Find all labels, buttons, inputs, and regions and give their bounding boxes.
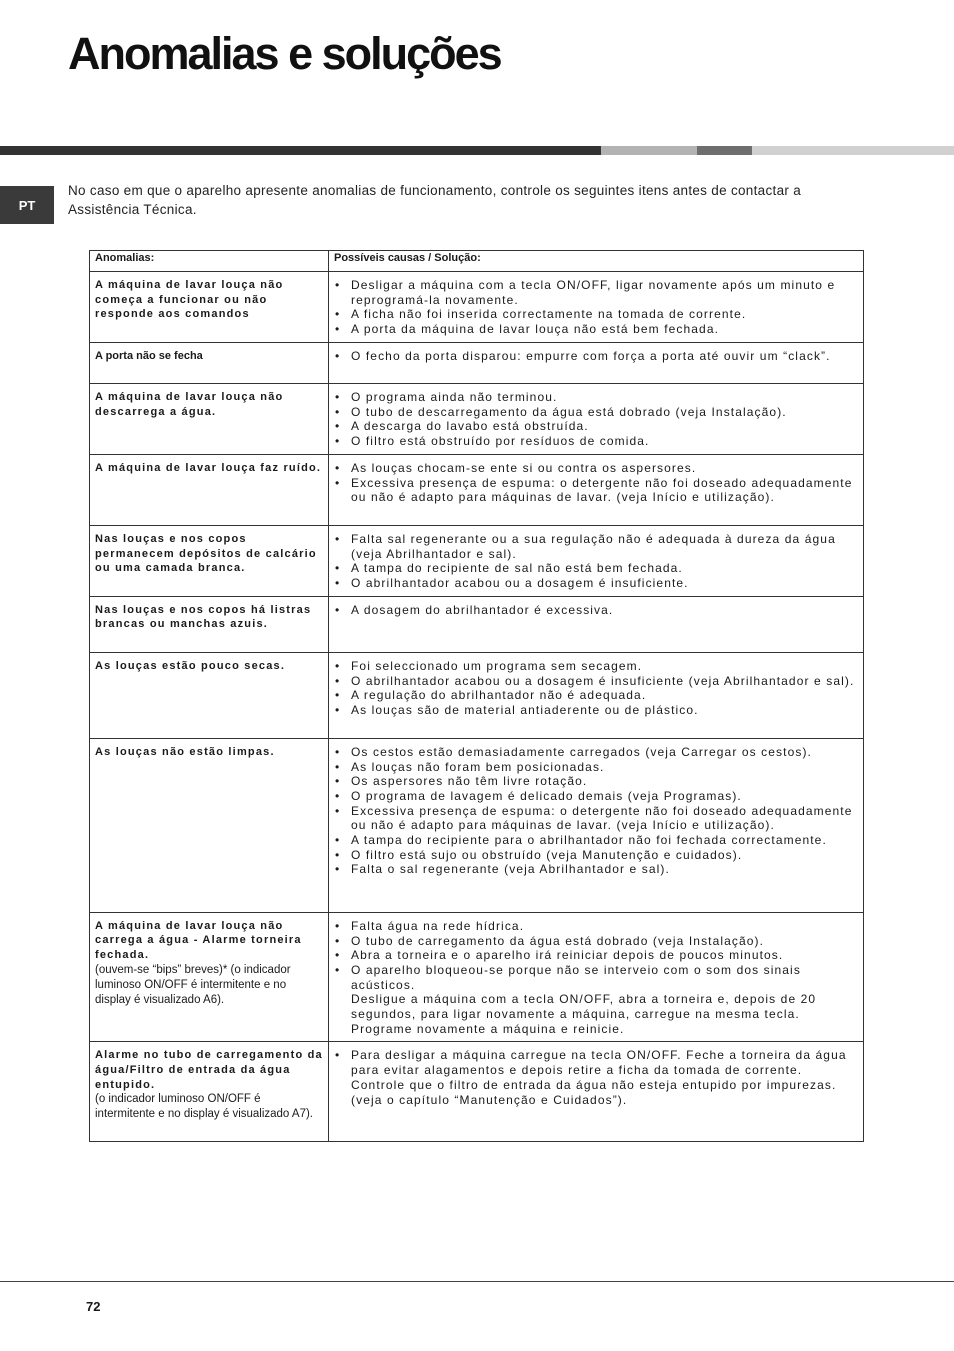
table-row: [90, 652, 864, 738]
table-header-row: [90, 251, 864, 272]
solution-item: • A ficha não foi inserida correctamente na tomada de corrente.: [334, 307, 858, 322]
solution-item: • Abra a torneira e o aparelho irá reiniciar depois de poucos minutos.: [334, 948, 858, 963]
solution-item: • A tampa do recipiente para o abrilhantador não foi fechada correctamente.: [334, 833, 858, 848]
language-tab: PT: [0, 186, 54, 224]
solution-list: [334, 390, 858, 449]
anomaly-text: Nas louças e nos copos permanecem depósitos de calcário ou uma camada branca.: [95, 533, 317, 575]
solution-item: • Para desligar a máquina carregue na tecla ON/OFF. Feche a torneira da água para evitar alagamentos e depois retire a ficha da tomada de corrente.: [334, 1048, 858, 1077]
solution-list: [334, 532, 858, 591]
solution-item: • O fecho da porta disparou: empurre com força a porta até ouvir um “clack”.: [334, 349, 858, 364]
solution-cell: [329, 272, 864, 343]
table-row: [90, 526, 864, 597]
anomaly-note: (ouvem-se “bips” breves)* (o indicador luminoso ON/OFF é intermitente e no display é visualizado A6).: [95, 963, 291, 1006]
solution-item: • O filtro está sujo ou obstruído (veja Manutenção e cuidados).: [334, 848, 858, 863]
anomaly-cell: [90, 738, 329, 912]
solution-cell: [329, 343, 864, 384]
anomaly-text: A porta não se fecha: [95, 350, 203, 362]
table-row: [90, 272, 864, 343]
footer-rule: [0, 1281, 954, 1282]
solution-cell: [329, 596, 864, 652]
table-row: [90, 738, 864, 912]
anomaly-text: A máquina de lavar louça não descarrega a água.: [95, 391, 284, 418]
solution-list: [334, 603, 858, 618]
solution-item: • A tampa do recipiente de sal não está bem fechada.: [334, 561, 858, 576]
solution-item: • As louças são de material antiaderente ou de plástico.: [334, 703, 858, 718]
solution-list: [334, 349, 858, 364]
solution-item: • A descarga do lavabo está obstruída.: [334, 419, 858, 434]
solution-item: • O tubo de carregamento da água está dobrado (veja Instalação).: [334, 934, 858, 949]
anomaly-text: Nas louças e nos copos há listras brancas ou manchas azuis.: [95, 603, 312, 631]
solution-item: • Desligar a máquina com a tecla ON/OFF, ligar novamente após um minuto e reprogramá-la novamente.: [334, 278, 858, 307]
header-rule-mid: [697, 146, 752, 155]
anomaly-text: A máquina de lavar louça não carrega a água - Alarme torneira fechada.: [95, 919, 302, 961]
solution-item: • O abrilhantador acabou ou a dosagem é insuficiente (veja Abrilhantador e sal).: [334, 674, 858, 689]
column-header-solutions: Possíveis causas / Solução:: [329, 251, 864, 272]
solution-item: • A dosagem do abrilhantador é excessiva.: [334, 603, 858, 618]
anomaly-text: A máquina de lavar louça faz ruído.: [95, 462, 322, 474]
intro-paragraph: No caso em que o aparelho apresente anomalias de funcionamento, controle os seguintes itens antes de contactar a Assistência Técnica.: [68, 183, 802, 217]
solution-item: • Falta sal regenerante ou a sua regulação não é adequada à dureza da água (veja Abrilhantador e sal).: [334, 532, 858, 561]
solution-item: • Falta água na rede hídrica.: [334, 919, 858, 934]
solution-item: • Os aspersores não têm livre rotação.: [334, 774, 858, 789]
anomaly-cell: [90, 1042, 329, 1142]
solution-list: [334, 1048, 858, 1107]
anomaly-cell: [90, 343, 329, 384]
solution-item: • A porta da máquina de lavar louça não está bem fechada.: [334, 322, 858, 337]
anomaly-text: Alarme no tubo de carregamento da água/Filtro de entrada da água entupido.: [95, 1049, 323, 1091]
header-rule-light: [601, 146, 697, 155]
solution-item: • O filtro está obstruído por resíduos de comida.: [334, 434, 858, 449]
anomaly-text: As louças não estão limpas.: [95, 745, 275, 758]
solution-cell: [329, 384, 864, 455]
solution-item: • As louças não foram bem posicionadas.: [334, 760, 858, 775]
solution-cell: [329, 1042, 864, 1142]
page-number: 72: [86, 1299, 101, 1314]
anomaly-note: (o indicador luminoso ON/OFF é intermitente e no display é visualizado A7).: [95, 1093, 313, 1121]
solution-cell: [329, 738, 864, 912]
page-title: Anomalias e soluções: [68, 28, 501, 79]
solution-item: • Excessiva presença de espuma: o detergente não foi doseado adequadamente ou não é adapto para máquinas de lavar. (veja Início e utilização).: [334, 476, 858, 505]
column-header-anomalies: Anomalias:: [90, 251, 329, 272]
solution-item: • O programa de lavagem é delicado demais (veja Programas).: [334, 789, 858, 804]
solution-item: • Foi seleccionado um programa sem secagem.: [334, 659, 858, 674]
table-row: [90, 596, 864, 652]
solution-cell: [329, 526, 864, 597]
anomaly-cell: [90, 526, 329, 597]
solution-continuation: Desligue a máquina com a tecla ON/OFF, abra a torneira e, depois de 20 segundos, para ligar novamente a máquina, carregue na mesma tecla. Programe novamente a máquina e reinicie.: [351, 992, 817, 1036]
solution-item: • O programa ainda não terminou.: [334, 390, 858, 405]
solution-list: [334, 461, 858, 505]
solution-item: • O aparelho bloqueou-se porque não se interveio com o som dos sinais acústicos.: [334, 963, 858, 992]
solution-cell: [329, 455, 864, 526]
table-row: [90, 1042, 864, 1142]
solution-cell: [329, 652, 864, 738]
anomaly-text: As louças estão pouco secas.: [95, 659, 286, 672]
header-rule-dark: [0, 146, 601, 155]
troubleshooting-table: [89, 250, 864, 1142]
solution-item: • Os cestos estão demasiadamente carregados (veja Carregar os cestos).: [334, 745, 858, 760]
solution-list: [334, 919, 858, 1037]
table-row: [90, 455, 864, 526]
anomaly-cell: [90, 596, 329, 652]
table-row: [90, 912, 864, 1042]
header-rule-light-end: [752, 146, 954, 155]
solution-item: • As louças chocam-se ente si ou contra os aspersores.: [334, 461, 858, 476]
anomaly-cell: [90, 272, 329, 343]
anomaly-cell: [90, 455, 329, 526]
solution-list: [334, 659, 858, 718]
anomaly-cell: [90, 652, 329, 738]
solution-cell: [329, 912, 864, 1042]
solution-item: • Falta o sal regenerante (veja Abrilhantador e sal).: [334, 862, 858, 877]
solution-list: [334, 278, 858, 337]
table-row: [90, 384, 864, 455]
anomaly-text: A máquina de lavar louça não começa a funcionar ou não responde aos comandos: [95, 279, 284, 321]
solution-list: [334, 745, 858, 877]
table-row: [90, 343, 864, 384]
anomaly-cell: [90, 912, 329, 1042]
solution-item: • O abrilhantador acabou ou a dosagem é insuficiente.: [334, 576, 858, 591]
solution-item: • A regulação do abrilhantador não é adequada.: [334, 688, 858, 703]
solution-item: • O tubo de descarregamento da água está dobrado (veja Instalação).: [334, 405, 858, 420]
anomaly-cell: [90, 384, 329, 455]
solution-item: • Excessiva presença de espuma: o detergente não foi doseado adequadamente ou não é adapto para máquinas de lavar. (veja Início e utilização).: [334, 804, 858, 833]
solution-continuation: Controle que o filtro de entrada da água não esteja entupido por impurezas. (veja o capítulo “Manutenção e Cuidados”).: [351, 1077, 837, 1107]
